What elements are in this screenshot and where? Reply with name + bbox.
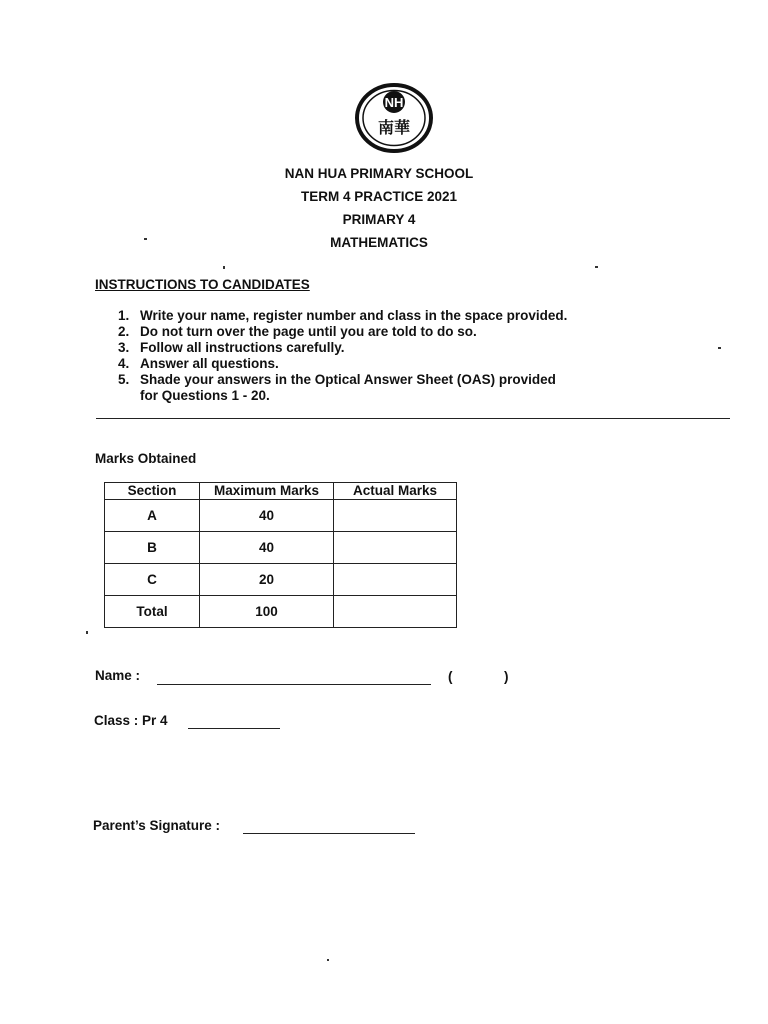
max-marks-cell: 20: [200, 564, 334, 596]
actual-marks-cell[interactable]: [334, 500, 457, 532]
actual-marks-cell[interactable]: [334, 564, 457, 596]
instructions-list: [118, 308, 567, 404]
exam-level: PRIMARY 4: [342, 212, 416, 227]
svg-text:南華: 南華: [377, 118, 411, 137]
table-header-row: [105, 483, 457, 500]
max-marks-cell: 100: [200, 596, 334, 628]
table-row: [105, 564, 457, 596]
max-marks-cell: 40: [200, 532, 334, 564]
exam-term: TERM 4 PRACTICE 2021: [300, 189, 458, 204]
svg-text:NH: NH: [384, 95, 404, 110]
column-header-section: Section: [105, 483, 200, 500]
actual-marks-cell[interactable]: [334, 532, 457, 564]
parent-signature-field[interactable]: [243, 833, 415, 834]
class-label: Class : Pr 4: [94, 713, 168, 728]
instruction-item: 2. Do not turn over the page until you are told to do so.: [118, 324, 477, 339]
section-cell: C: [105, 564, 200, 596]
instruction-item: 4. Answer all questions.: [118, 356, 279, 371]
table-row: [105, 500, 457, 532]
name-label: Name :: [95, 668, 141, 683]
instruction-item: 3. Follow all instructions carefully.: [118, 340, 345, 355]
parent-signature-label: Parent’s Signature :: [93, 818, 221, 833]
actual-marks-cell[interactable]: [334, 596, 457, 628]
scan-speck: [595, 266, 598, 268]
register-number-close-paren: ): [504, 669, 509, 684]
column-header-actual: Actual Marks: [334, 483, 457, 500]
table-row: [105, 532, 457, 564]
scan-speck: [223, 266, 225, 269]
school-logo: [354, 82, 434, 154]
section-cell: A: [105, 500, 200, 532]
name-field[interactable]: [157, 684, 431, 685]
instruction-item: 1. Write your name, register number and class in the space provided.: [118, 308, 568, 323]
scan-speck: [718, 347, 721, 349]
instruction-item: 5. Shade your answers in the Optical Answer Sheet (OAS) provided for Questions 1 - 20.: [118, 372, 556, 403]
table-row-total: [105, 596, 457, 628]
marks-title: Marks Obtained: [95, 451, 197, 466]
exam-subject: MATHEMATICS: [330, 235, 428, 250]
scan-speck: [144, 238, 147, 240]
marks-table: [104, 482, 457, 628]
column-header-max: Maximum Marks: [200, 483, 334, 500]
divider-line: [96, 418, 730, 419]
section-cell: B: [105, 532, 200, 564]
scan-speck: [86, 631, 88, 634]
max-marks-cell: 40: [200, 500, 334, 532]
school-name: NAN HUA PRIMARY SCHOOL: [284, 166, 474, 181]
register-number-open-paren: (: [448, 669, 453, 684]
section-cell: Total: [105, 596, 200, 628]
instructions-title: INSTRUCTIONS TO CANDIDATES: [95, 277, 310, 292]
class-field[interactable]: [188, 728, 280, 729]
scan-speck: [327, 959, 329, 961]
